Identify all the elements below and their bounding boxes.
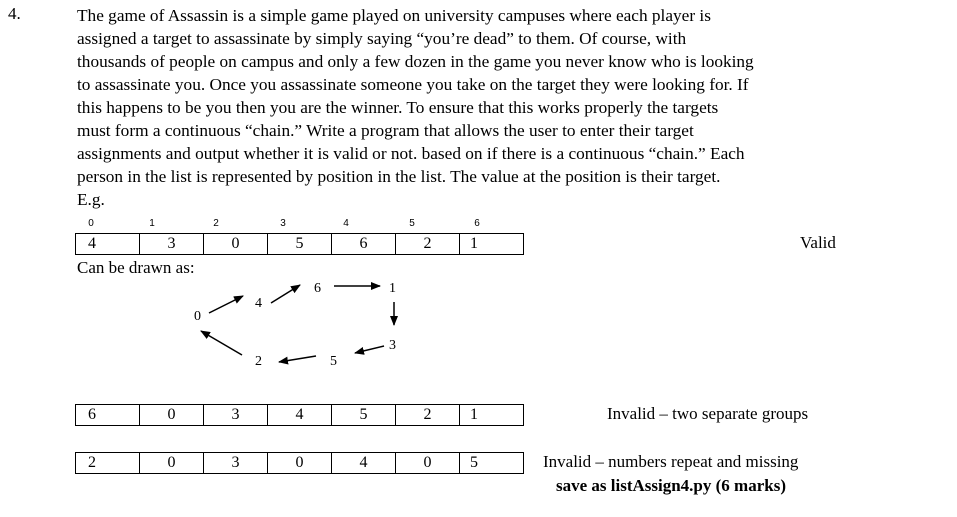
array-cell: 4 — [332, 453, 396, 473]
array-cell: 2 — [396, 405, 460, 425]
question-line: this happens to be you then you are the winner. To ensure that this works properly the targets — [77, 98, 719, 117]
status-invalid-groups: Invalid – two separate groups — [607, 404, 809, 423]
array-cell: 3 — [204, 453, 268, 473]
question-line: assigned a target to assassinate by simply saying “you’re dead” to them. Of course, with — [77, 29, 687, 48]
array-cell: 6 — [76, 405, 140, 425]
arrow-3-to-5 — [355, 346, 384, 353]
array-cell: 3 — [140, 234, 204, 254]
question-line: person in the list is represented by position in the list. The value at the position is their target. — [77, 167, 721, 186]
example-array-invalid-repeat — [75, 452, 524, 474]
index-label: 0 — [88, 218, 94, 229]
array-cell: 1 — [460, 234, 524, 254]
array-cell: 6 — [332, 234, 396, 254]
array-cell: 0 — [204, 234, 268, 254]
array-cell: 0 — [140, 405, 204, 425]
index-label: 6 — [474, 218, 480, 229]
drawn-label: Can be drawn as: — [77, 258, 195, 277]
arrow-4-to-6 — [271, 285, 300, 303]
index-label: 1 — [149, 218, 155, 229]
chain-node: 2 — [255, 354, 262, 369]
array-cell: 4 — [268, 405, 332, 425]
index-label: 5 — [409, 218, 415, 229]
chain-node: 4 — [255, 296, 262, 311]
chain-node: 6 — [314, 281, 321, 296]
arrow-5-to-2 — [279, 356, 316, 362]
question-line: must form a continuous “chain.” Write a program that allows the user to enter their target — [77, 121, 694, 140]
index-label: 3 — [280, 218, 286, 229]
save-note: save as listAssign4.py (6 marks) — [556, 476, 786, 495]
chain-node: 5 — [330, 354, 337, 369]
array-cell: 2 — [396, 234, 460, 254]
question-line: assignments and output whether it is valid or not. based on if there is a continuous “chain.” Each — [77, 144, 745, 163]
array-cell: 3 — [204, 405, 268, 425]
index-label: 2 — [213, 218, 219, 229]
chain-node: 3 — [389, 338, 396, 353]
array-cell: 0 — [268, 453, 332, 473]
array-cell: 1 — [460, 405, 524, 425]
array-cell: 0 — [396, 453, 460, 473]
array-cell: 2 — [76, 453, 140, 473]
array-cell: 5 — [268, 234, 332, 254]
array-cell: 5 — [460, 453, 524, 473]
status-invalid-repeat: Invalid – numbers repeat and missing — [543, 452, 799, 471]
array-cell: 0 — [140, 453, 204, 473]
chain-node: 0 — [194, 309, 201, 324]
question-number: 4. — [8, 4, 21, 23]
chain-arrows — [201, 285, 394, 362]
example-array-invalid-groups — [75, 404, 524, 426]
question-line: to assassinate you. Once you assassinate someone you take on the target they were looking for. If — [77, 75, 749, 94]
question-line: thousands of people on campus and only a few dozen in the game you never know who is looking — [77, 52, 754, 71]
array-cell: 5 — [332, 405, 396, 425]
array-cell: 4 — [76, 234, 140, 254]
question-line: The game of Assassin is a simple game played on university campuses where each player is — [77, 6, 711, 25]
status-valid: Valid — [800, 233, 836, 252]
chain-node: 1 — [389, 281, 396, 296]
question-line: E.g. — [77, 190, 105, 209]
index-label: 4 — [343, 218, 349, 229]
arrow-0-to-4 — [209, 296, 243, 313]
arrow-2-to-0 — [201, 331, 242, 355]
